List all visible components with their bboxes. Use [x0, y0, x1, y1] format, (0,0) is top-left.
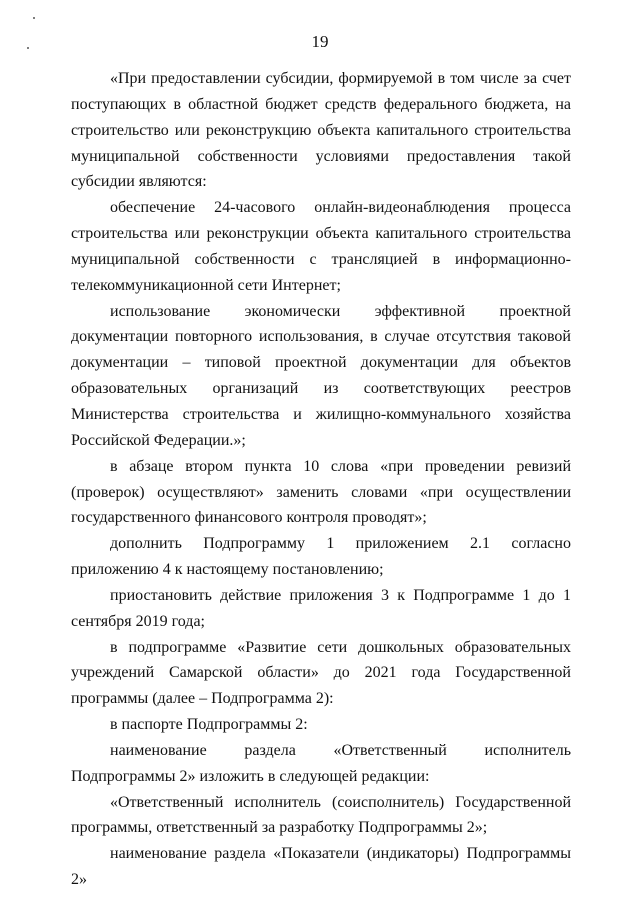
page-number: 19	[311, 32, 329, 51]
paragraph: в паспорте Подпрограммы 2:	[110, 716, 308, 734]
paragraph: наименование раздела «Показатели (индикаторы) Подпрограммы 2»	[71, 845, 571, 889]
paragraph: обеспечение 24-часового онлайн-видеонаблюдения процесса строительства или реконструкции объекта капитального строительства муниципальной собственности с трансляцией в информационно-телекоммуникационной сети Интернет;	[71, 199, 571, 294]
paragraph: приостановить действие приложения 3 к Подпрограмме 1 до 1 сентября 2019 года;	[71, 586, 571, 630]
paragraph: дополнить Подпрограмму 1 приложением 2.1 согласно приложению 4 к настоящему постановлению;	[71, 535, 571, 579]
paragraph: «Ответственный исполнитель (соисполнитель) Государственной программы, ответственный за разработку Подпрограммы 2»;	[71, 793, 571, 837]
paragraph: в абзаце втором пункта 10 слова «при проведении ревизий (проверок) осуществляют» заменить словами «при осуществлении государственного финансового контроля проводят»;	[71, 457, 571, 527]
paragraph: использование экономически эффективной проектной документации повторного использования, в случае отсутствия таковой документации – типовой проектной документации для объектов образовательных организаций из соответствующих реестров Министерства строительства и жилищно-коммунального хозяйства Российской Федерации.»;	[71, 302, 571, 449]
paragraph: «При предоставлении субсидии, формируемой в том числе за счет поступающих в областной бюджет средств федерального бюджета, на строительство или реконструкцию объекта капитального строительства муниципальной собственности условиями предоставления такой субсидии являются:	[71, 70, 571, 191]
document-body	[71, 66, 571, 893]
scan-speck	[33, 17, 35, 19]
paragraph: в подпрограмме «Развитие сети дошкольных образовательных учреждений Самарской области» до 2021 года Государственной программы (далее – Подпрограмма 2):	[71, 638, 571, 708]
paragraph: наименование раздела «Ответственный исполнитель Подпрограммы 2» изложить в следующей редакции:	[71, 741, 571, 785]
